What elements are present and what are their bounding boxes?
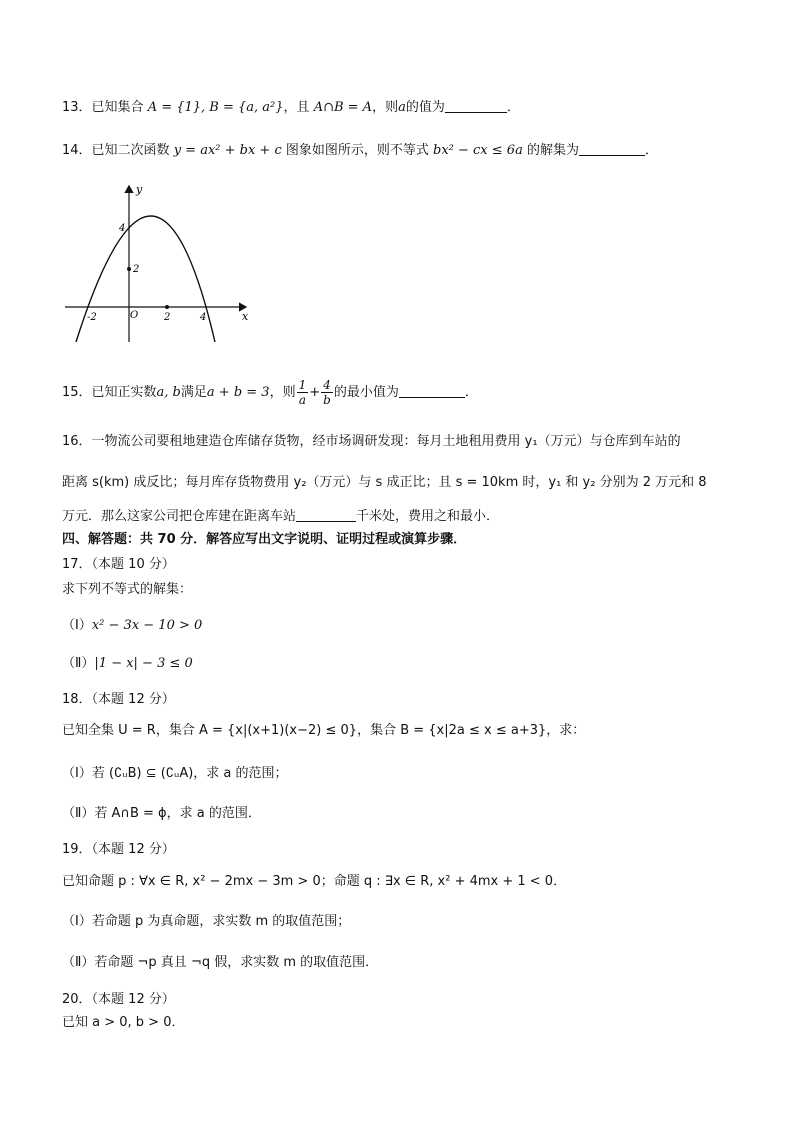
point-2-on-y [127, 267, 131, 271]
q16-line-2: 距离 s(km) 成反比；每月库存货物费用 y₂（万元）与 s 成正比；且 s = 10km 时，y₁ 和 y₂ 分别为 2 万元和 8 [62, 475, 707, 490]
q17-head: 17．（本题 10 分） [62, 557, 175, 572]
q15-fraction-2: $\frac{4}{b}$ [323, 378, 331, 407]
q14-math-function: y = ax² + bx + c [173, 143, 282, 158]
q15-mid2: ，则 [269, 385, 296, 400]
q13-answer-blank[interactable] [445, 98, 507, 113]
parabola-curve [76, 216, 215, 342]
q20-intro: 已知 a > 0, b > 0． [62, 1015, 185, 1030]
q14-mid: 图象如图所示，则不等式 [281, 143, 433, 158]
q13-math-sets: A = {1}, B = {a, a²} [147, 100, 284, 115]
q16-line-1: 16．一物流公司要租地建造仓库储存货物，经市场调研发现：每月土地租用费用 y₁（万元）与仓库到车站的 [62, 434, 681, 449]
q13-prefix: 13．已知集合 [62, 100, 148, 115]
q20-head: 20．（本题 12 分） [62, 992, 175, 1007]
q13-period: ． [506, 100, 520, 115]
q15-plus: + [309, 385, 321, 400]
q15-vars: a, b [156, 385, 181, 400]
q17-intro: 求下列不等式的解集： [62, 582, 193, 597]
section-4-heading: 四、解答题：共 70 分．解答应写出文字说明、证明过程或演算步骤． [62, 532, 467, 547]
tick-label-2-y: 2 [133, 264, 140, 275]
q14-period: ． [644, 143, 658, 158]
q17-part-1 [62, 616, 202, 636]
q17-part-2-math: |1 − x| − 3 ≤ 0 [94, 656, 193, 671]
q13-suffix: ，则 [372, 100, 399, 115]
tick-label-4-x: 4 [200, 312, 207, 323]
q17-part-2-label: （Ⅱ） [62, 656, 95, 671]
q17-part-1-label: （Ⅰ） [62, 618, 92, 633]
question-13 [62, 98, 520, 118]
origin-label: O [130, 310, 139, 321]
q13-mid: ，且 [283, 100, 314, 115]
q16-line-3-suffix: 千米处，费用之和最小． [356, 509, 500, 524]
q18-part-2: （Ⅱ）若 A∩B = ϕ，求 a 的范围． [62, 806, 261, 821]
q19-head: 19．（本题 12 分） [62, 842, 175, 857]
q19-part-2: （Ⅱ）若命题 ¬p 真且 ¬q 假，求实数 m 的取值范围． [62, 955, 379, 970]
q15-prefix: 15．已知正实数 [62, 385, 157, 400]
q13-var: a [398, 100, 406, 115]
q15-suffix: 的最小值为 [333, 385, 399, 400]
q16-line-3-prefix: 万元．那么这家公司把仓库建在距离车站 [62, 509, 297, 524]
tick-label-4-y: 4 [119, 223, 126, 234]
q13-end: 的值为 [405, 100, 445, 115]
q14-suffix: 的解集为 [522, 143, 579, 158]
parabola-graph [60, 180, 260, 350]
q17-part-2 [62, 654, 193, 674]
q19-part-1: （Ⅰ）若命题 p 为真命题，求实数 m 的取值范围； [62, 914, 351, 929]
x-axis-label: x [242, 310, 249, 323]
q15-period: ． [464, 385, 478, 400]
q13-math-condition: A∩B = A [313, 100, 373, 115]
q14-answer-blank[interactable] [579, 141, 645, 156]
q16-answer-blank[interactable] [296, 507, 356, 522]
q15-answer-blank[interactable] [399, 383, 465, 398]
y-axis-label: y [136, 183, 143, 196]
q15-condition: a + b = 3 [206, 385, 270, 400]
q18-head: 18．（本题 12 分） [62, 692, 175, 707]
point-2-on-x [165, 305, 169, 309]
q14-prefix: 14．已知二次函数 [62, 143, 174, 158]
q18-intro: 已知全集 U = R，集合 A = {x|(x+1)(x−2) ≤ 0}，集合 B = {x|2a ≤ x ≤ a+3}，求： [62, 723, 586, 738]
question-14 [62, 141, 658, 161]
tick-label-neg2: -2 [87, 312, 97, 323]
q19-intro: 已知命题 p : ∀x ∈ R, x² − 2mx − 3m > 0；命题 q : ∃x ∈ R, x² + 4mx + 1 < 0． [62, 874, 567, 889]
q17-part-1-math: x² − 3x − 10 > 0 [91, 618, 203, 633]
q16-line-3 [62, 507, 499, 527]
q14-math-inequality: bx² − cx ≤ 6a [433, 143, 523, 158]
q15-mid: 满足 [180, 385, 207, 400]
tick-label-2-x: 2 [164, 312, 171, 323]
q15-fraction-1: $\frac{1}{a}$ [298, 378, 307, 407]
q18-part-1: （Ⅰ）若 (∁ᵤB) ⊆ (∁ᵤA)，求 a 的范围； [62, 766, 288, 781]
question-15 [62, 376, 478, 410]
